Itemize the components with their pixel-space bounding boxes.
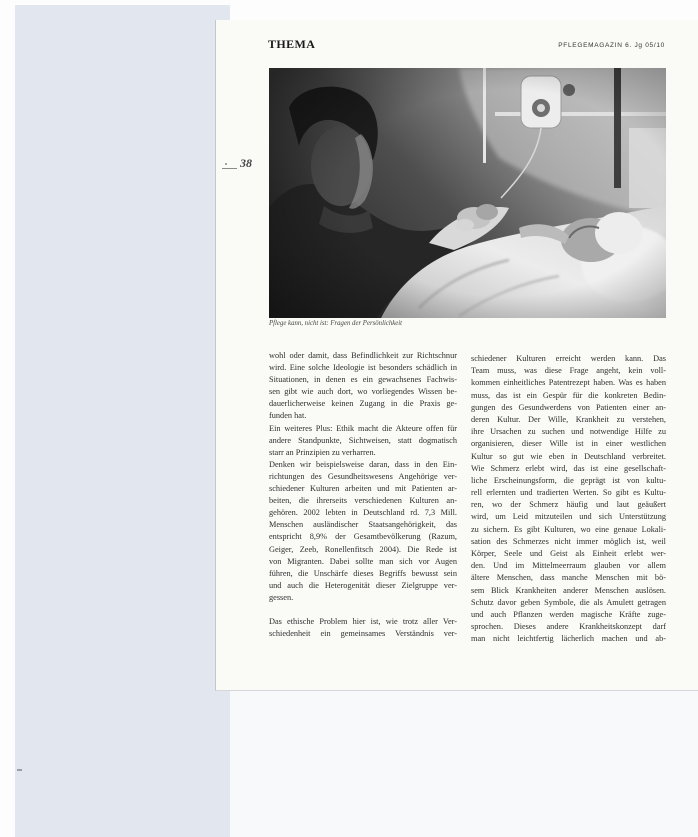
text-line: Team muss, was diese Frage angeht, kein voll- [471, 366, 666, 376]
text-line: zu sichern. Es gibt Kulturen, wo eine genaue Lokali- [471, 524, 666, 534]
text-line: sation des Schmerzes nicht immer möglich ist, weil [471, 536, 666, 546]
text-line: Ein weiteres Plus: Ethik macht die Akteure offen für [269, 423, 457, 433]
text-line: kommen einheitliches Patentrezept haben. Was es haben [471, 378, 666, 388]
scanner-background [15, 5, 230, 837]
text-line: Menschen ausländischer Staatsangehörigkeit, das [269, 520, 457, 530]
paragraph-gap [269, 604, 457, 616]
text-line: führen, die Unschärfe dieses Begriffs bewusst sein [269, 568, 457, 578]
text-line: ren, wo der Schmerz häufig und laut geäußert [471, 500, 666, 510]
text-line: gessen. [269, 592, 294, 602]
magazine-page [215, 20, 698, 691]
text-line: deren Kultur. Der Wille, Krankheit zu verstehen, [471, 414, 666, 424]
text-line: man nicht leichtfertig lächerlich machen und ab- [471, 634, 666, 644]
text-line: beiten, die ihrerseits verschiedenen Kulturen an- [269, 496, 457, 506]
text-line: sem Blick Krankheiten anderer Menschen auslösen. [471, 585, 666, 595]
text-line: richtungen des Gesundheitswesens Angehörige ver- [269, 471, 457, 481]
text-line: ihre Ursachen zu suchen und notwendige Hilfe zu [471, 427, 666, 437]
text-line: gehören. 2002 lebten in Deutschland rd. 7,3 Mill. [269, 508, 457, 518]
section-title: THEMA [268, 37, 316, 51]
text-line: den. Und im Mittelmeerraum glauben vor allem [471, 561, 666, 571]
text-line: Situationen, in denen es ein gewachsenes Fachwis- [269, 375, 457, 385]
text-column-right [471, 353, 666, 646]
text-line: sprochen. Dieses andere Krankheitskonzept darf [471, 622, 666, 632]
text-line: andere Standpunkte, Sichtweisen, statt dogmatisch [269, 435, 457, 445]
text-line: schiedener Kulturen erreicht werden kann. Das [471, 354, 666, 363]
text-line: funden hat. [269, 411, 307, 421]
text-line: liche Erscheinungsform, die geprägt ist von kultu- [471, 475, 666, 485]
text-line: sen gibt wie auch dort, wo vorliegendes Wissen be- [269, 387, 457, 397]
text-line: und auch die Heterogenität dieser Zielgruppe ver- [269, 580, 457, 590]
magazine-issue: PFLEGEMAGAZIN 6. Jg 05/10 [558, 42, 665, 49]
photo-image [269, 68, 666, 318]
text-line: gungen des Gesundwerdens von Patienten einer an- [471, 402, 666, 412]
text-line: von Migranten. Dabei sollte man sich vor Augen [269, 556, 457, 566]
text-line: Das ethische Problem hier ist, wie trotz aller Ver- [269, 617, 457, 627]
text-line: entspricht 8,9% der Gesamtbevölkerung (Razum, [269, 532, 457, 542]
text-line: rell erlernten und tradierten Werten. So gibt es Kultu- [471, 488, 666, 498]
text-line: schiedener Kulturen arbeiten und mit Patienten ar- [269, 484, 457, 494]
text-line: organisieren, dieser Wille ist in einer westlichen [471, 439, 666, 449]
text-line: Wie Schmerz erlebt wird, das ist eine gesellschaft- [471, 463, 666, 473]
text-line: Denken wir beispielsweise daran, dass in den Ein- [269, 459, 457, 469]
article-photo [269, 68, 666, 318]
scanner-bed [230, 691, 698, 837]
page-mark-dot [225, 163, 227, 165]
text-line: starr an Prinzipien zu verharren. [269, 447, 376, 457]
text-line: und auch Pflanzen werden magische Kräfte zuge- [471, 609, 666, 619]
page-mark [222, 168, 237, 169]
text-line: dauerlicherweise keinen Zugang in die Praxis ge- [269, 399, 457, 409]
text-line: wird. Eine solche Ideologie ist besonders schädlich in [269, 363, 457, 373]
text-line: wird, um Leid mitzuteilen und sich Unterstützung [471, 512, 666, 522]
text-line: schiedenheit ein gemeinsames Verständnis ver- [269, 629, 457, 639]
text-line: wohl oder damit, dass Befindlichkeit zur Richtschnur [269, 351, 457, 360]
page-number: 38 [240, 156, 252, 170]
text-column-left [269, 350, 457, 640]
text-line: Geiger, Zeeb, Ronellenfitsch 2004). Die Rede ist [269, 544, 457, 554]
text-line: Körper, Seele und Geist als Einheit erlebt wer- [471, 549, 666, 558]
photo-caption: Pflege kann, nicht ist: Fragen der Persönlichkeit [269, 320, 403, 327]
text-line: muss, das ist ein Gespür für die konkreten Bedin- [471, 390, 666, 400]
scan-mark [17, 769, 22, 771]
text-line: Schutz davor geben Symbole, die als Amulett getragen [471, 597, 666, 607]
text-line: Kultur so gut wie eben in Deutschland verbreitet. [471, 451, 666, 461]
text-line: ältere Menschen, dass manche Menschen mit bö- [471, 573, 666, 583]
